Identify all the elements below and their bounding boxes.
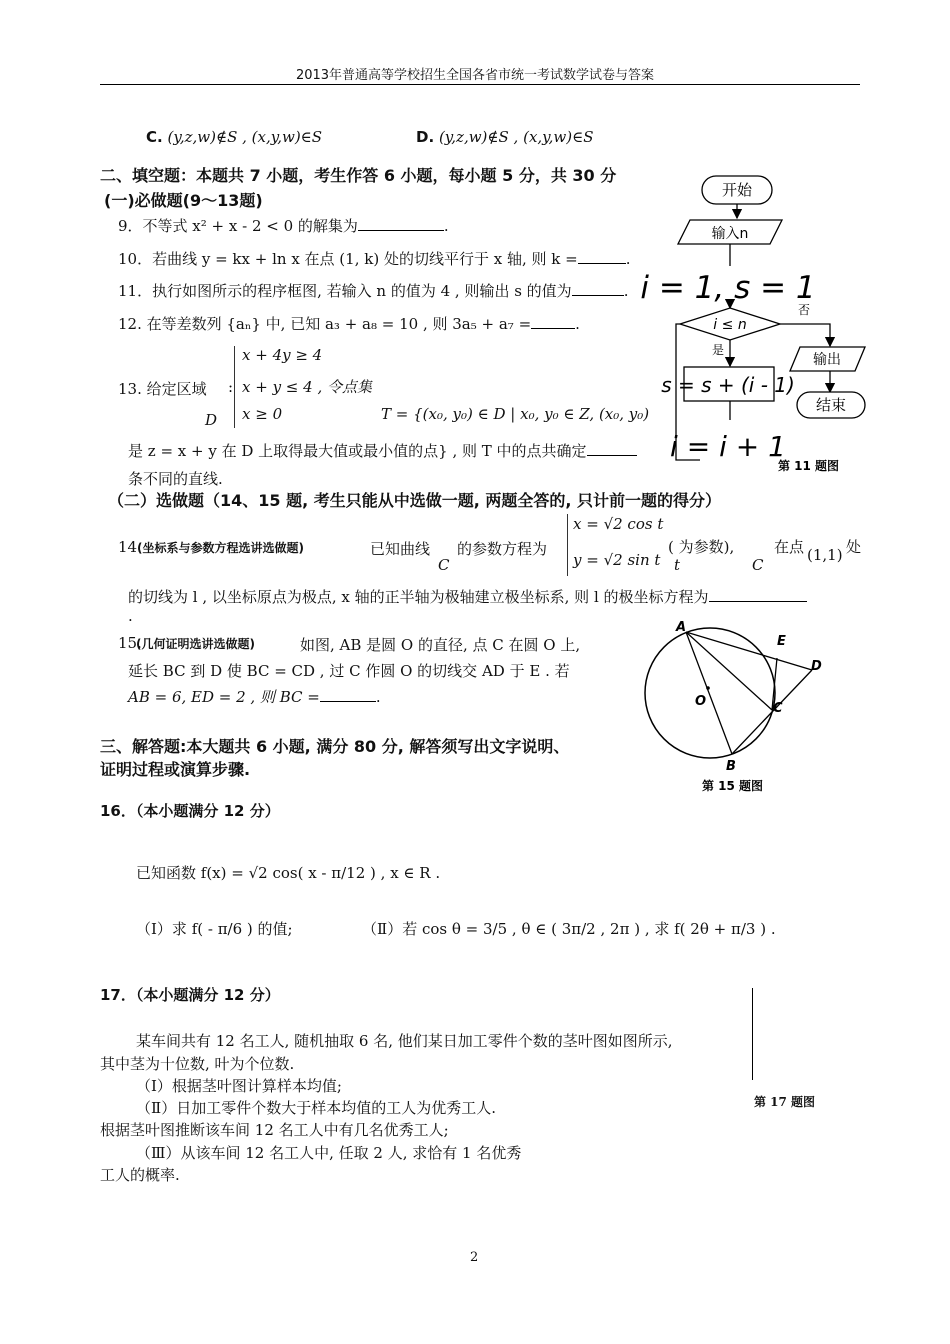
point-o: O — [695, 694, 707, 709]
q9-blank — [358, 229, 444, 231]
q14-text2: 的参数方程为 — [457, 540, 548, 558]
q16-head: 16．（本小题满分 12 分） — [100, 802, 280, 820]
q15-line2: 延长 BC 到 D 使 BC = CD , 过 C 作圆 O 的切线交 AD 于 E . 若 — [128, 662, 570, 680]
q14-tag: (坐标系与参数方程选讲选做题) — [137, 541, 304, 555]
q12-end: . — [575, 315, 580, 333]
q14-num: 14. — [118, 538, 142, 556]
flowchart-figure — [640, 170, 870, 480]
flow-init-label: i = 1, s = 1 — [640, 270, 816, 306]
circle-figure — [630, 618, 840, 798]
stem-leaf-caption: 第 17 题图 — [754, 1095, 816, 1109]
q12-text: 12. 在等差数列 {aₙ} 中, 已知 a₃ + a₈ = 10 , 则 3a₅ + a₇ = — [118, 315, 532, 333]
q14-curve-c: C — [438, 556, 450, 574]
flow-output-label: 输出 — [813, 352, 841, 368]
q10-text: 10．若曲线 y = kx + ln x 在点 (1, k) 处的切线平行于 x 轴, 则 k = — [118, 250, 578, 268]
q17-p3: （Ⅰ）根据茎叶图计算样本均值; — [136, 1077, 342, 1095]
q13-set-t: T = {(x₀, y₀) ∈ D | x₀, y₀ ∈ Z, (x₀, y₀) — [381, 405, 650, 423]
q15-blank — [320, 700, 376, 702]
diameter-ab — [686, 632, 732, 754]
flowchart-caption: 第 11 题图 — [778, 459, 840, 473]
q10-blank — [578, 262, 626, 264]
q17-p6: （Ⅲ）从该车间 12 名工人中, 任取 2 人, 求恰有 1 名优秀 — [136, 1144, 522, 1162]
q14-eq1: x = √2 cos t — [573, 515, 664, 533]
flow-process-label: s = s + (i - 1) — [661, 373, 795, 397]
option-d-label: D. — [416, 128, 435, 146]
q13-label: 13. 给定区域 — [118, 380, 207, 398]
q14-point: (1,1) — [807, 546, 843, 564]
q16-part2: （Ⅱ）若 cos θ = 3/5 , θ ∈ ( 3π/2 , 2π ) , 求 f( 2θ + π/3 ) . — [362, 920, 776, 938]
page-header: 2013年普通高等学校招生全国各省市统一考试数学试卷与答案 — [295, 68, 655, 83]
point-a: A — [676, 620, 687, 635]
flow-no-label: 否 — [798, 303, 811, 317]
q15-text: 如图, AB 是圆 O 的直径, 点 C 在圆 O 上, — [300, 636, 581, 654]
option-c — [146, 128, 322, 146]
section2-sub1: (一)必做题(9～13题) — [104, 191, 263, 210]
q13-line2-text: 是 z = x + y 在 D 上取得最大值或最小值的点} , 则 T 中的点共确定 — [128, 442, 587, 460]
q15-tag: (几何证明选讲选做题) — [136, 637, 255, 651]
option-d — [416, 128, 594, 146]
flow-yes-label: 是 — [712, 343, 725, 357]
center-dot — [706, 686, 710, 690]
q9-text: 9．不等式 x² + x - 2 < 0 的解集为 — [118, 217, 358, 235]
q12 — [118, 313, 580, 334]
circle-caption: 第 15 题图 — [702, 779, 764, 793]
section3-title-2: 证明过程或演算步骤. — [100, 760, 251, 779]
q14-line2 — [128, 586, 807, 607]
q16-part1: （Ⅰ）求 f( - π/6 ) 的值; — [136, 920, 293, 938]
page-number: 2 — [470, 1250, 479, 1265]
q13-region-d: D — [205, 411, 218, 429]
q14-at: 在点 — [774, 538, 805, 556]
q14-param: ( 为参数), — [668, 538, 735, 556]
option-c-text: (y,z,w)∉S , (x,y,w)∈S — [167, 128, 323, 146]
section3-title-1: 三、解答题:本大题共 6 小题, 满分 80 分, 解答须写出文字说明、 — [100, 737, 570, 756]
q15-line3-text: AB = 6, ED = 2 , 则 BC = — [128, 688, 320, 706]
flow-increment-label: i = i + 1 — [670, 430, 786, 463]
flow-no-branch — [780, 324, 830, 346]
q15-num: 15. — [118, 634, 142, 652]
flow-start-label: 开始 — [721, 181, 753, 199]
q13-line3: 条不同的直线. — [128, 470, 223, 488]
q14-eq2: y = √2 sin t — [573, 551, 661, 569]
point-c: C — [773, 701, 783, 716]
q11-text: 11．执行如图所示的程序框图, 若输入 n 的值为 4 , 则输出 s 的值为 — [118, 282, 572, 300]
q16-function: 已知函数 f(x) = √2 cos( x - π/12 ) , x ∈ R . — [136, 864, 441, 882]
point-d: D — [811, 659, 822, 674]
flow-end-label: 结束 — [815, 396, 847, 414]
point-b: B — [726, 759, 736, 774]
option-c-label: C. — [146, 128, 163, 146]
q14-text: 已知曲线 — [370, 540, 431, 558]
q12-blank — [531, 327, 575, 329]
flow-input-label: 输入n — [711, 226, 749, 242]
point-e: E — [777, 634, 786, 649]
header-rule — [100, 84, 860, 85]
line-ad — [686, 632, 812, 670]
q13-system-brace — [234, 346, 235, 428]
q13-ineq-3: x ≥ 0 — [242, 405, 283, 423]
q17-p7: 工人的概率. — [100, 1166, 180, 1184]
q9 — [118, 215, 449, 236]
q14-param-t: t — [674, 556, 681, 574]
q14-blank — [709, 600, 807, 602]
q14-system-brace — [567, 514, 568, 576]
q13-ineq-1: x + 4y ≥ 4 — [242, 346, 323, 364]
q10 — [118, 248, 630, 269]
q17-p1: 某车间共有 12 名工人, 随机抽取 6 名, 他们某日加工零件个数的茎叶图如图所示, — [136, 1032, 673, 1050]
q17-p4: （Ⅱ）日加工零件个数大于样本均值的工人为优秀工人. — [136, 1099, 496, 1117]
line-bd — [732, 670, 812, 754]
q14-curve-c2: C — [752, 556, 764, 574]
q13-ineq-2: x + y ≤ 4 , 令点集 — [242, 378, 372, 396]
q13-blank — [587, 454, 637, 456]
circle-o — [645, 628, 775, 758]
flow-decision-label: i ≤ n — [713, 317, 747, 333]
q13-line2 — [128, 440, 637, 461]
q14-end: . — [128, 607, 133, 625]
q14-line2-text: 的切线为 l , 以坐标原点为极点, x 轴的正半轴为极轴建立极坐标系, 则 l 的极坐标方程为 — [128, 588, 709, 606]
q15-end: . — [375, 688, 381, 706]
section2-sub2: （二）选做题（14、15 题, 考生只能从中选做一题, 两题全答的, 只计前一题的得分） — [108, 491, 722, 510]
q13-colon: : — [228, 378, 234, 396]
q9-end: . — [443, 217, 449, 235]
q14-chu: 处 — [846, 538, 862, 556]
option-d-text: (y,z,w)∉S , (x,y,w)∈S — [438, 128, 594, 146]
section2-title: 二、填空题：本题共 7 小题，考生作答 6 小题，每小题 5 分，共 30 分 — [100, 166, 617, 185]
q11-end: . — [623, 282, 629, 300]
stem-leaf-divider — [752, 988, 753, 1080]
q17-head: 17．（本小题满分 12 分） — [100, 986, 280, 1004]
q10-end: . — [625, 250, 631, 268]
q11-blank — [572, 294, 624, 296]
q11 — [118, 280, 628, 301]
q15-line3 — [128, 686, 381, 707]
q17-p2: 其中茎为十位数, 叶为个位数. — [100, 1055, 295, 1073]
q17-p5: 根据茎叶图推断该车间 12 名工人中有几名优秀工人; — [100, 1121, 449, 1139]
